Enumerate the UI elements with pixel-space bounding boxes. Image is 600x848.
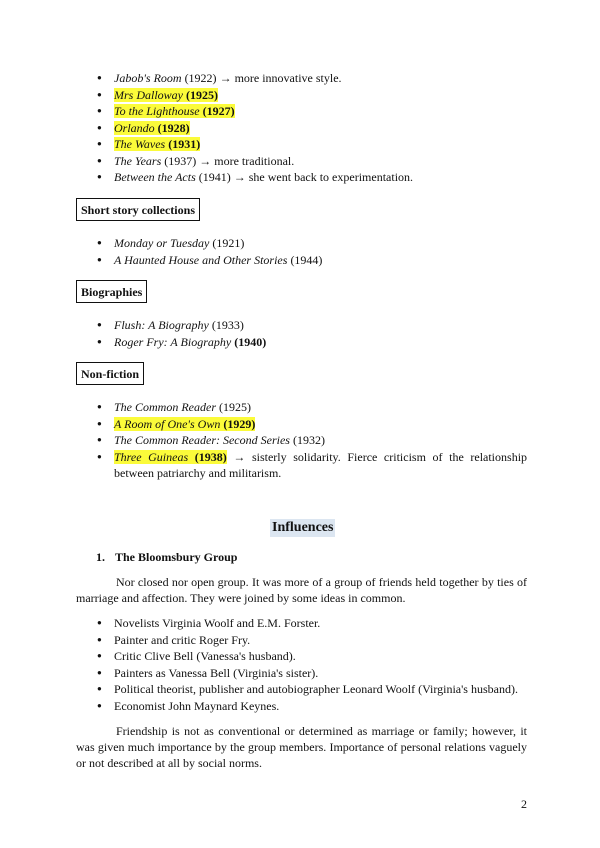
page-number: 2 [521, 797, 527, 811]
subheading-text: The Bloomsbury Group [115, 550, 238, 564]
list-item: ● Painters as Vanessa Bell (Virginia's sister). [97, 665, 527, 682]
list-item: ● Between the Acts (1941) → she went back to experimentation. [97, 169, 527, 186]
list-item: ● Roger Fry: A Biography (1940) [97, 334, 527, 351]
list-item: ● The Common Reader (1925) [97, 399, 527, 416]
short-stories-heading: Short story collections [76, 198, 200, 221]
intro-paragraph: Nor closed nor open group. It was more of a group of friends held together by ties of marriage and affection. They were joined by some ideas in common. [76, 575, 527, 605]
list-item: ● A Haunted House and Other Stories (1944) [97, 252, 527, 269]
list-item: ● The Waves (1931) [97, 136, 527, 153]
list-item: ● Political theorist, publisher and autobiographer Leonard Woolf (Virginia's husband). [97, 681, 527, 698]
list-item: ● Jabob's Room (1922) → more innovative style. [97, 70, 527, 87]
list-item: ● Flush: A Biography (1933) [97, 317, 527, 334]
bloomsbury-members-list [97, 615, 527, 714]
nonfiction-list [97, 399, 527, 482]
short-stories-list [97, 235, 527, 268]
list-item: ● Three Guineas (1938) → sisterly solidarity. Fierce criticism of the relationship between patriarchy and militarism. [97, 449, 527, 482]
list-item: ● Economist John Maynard Keynes. [97, 698, 527, 715]
list-item: ● A Room of One's Own (1929) [97, 416, 527, 433]
list-item: ● Painter and critic Roger Fry. [97, 632, 527, 649]
list-item: ● Critic Clive Bell (Vanessa's husband). [97, 648, 527, 665]
closing-paragraph: Friendship is not as conventional or determined as marriage or family; however, it was given much importance by the group members. Importance of personal relations vaguely or not described at all by social norms. [76, 724, 527, 770]
nonfiction-heading: Non-fiction [76, 362, 144, 385]
list-item: ● Monday or Tuesday (1921) [97, 235, 527, 252]
list-item: ● The Common Reader: Second Series (1932) [97, 432, 527, 449]
influences-heading: Influences [272, 520, 334, 535]
biographies-heading: Biographies [76, 280, 147, 303]
subheading-number: 1. [96, 550, 105, 564]
list-item: ● To the Lighthouse (1927) [97, 103, 527, 120]
list-item: ● Novelists Virginia Woolf and E.M. Forster. [97, 615, 527, 632]
list-item: ● Orlando (1928) [97, 120, 527, 137]
list-item: ● Mrs Dalloway (1925) [97, 87, 527, 104]
novels-list [97, 70, 527, 186]
list-item: ● The Years (1937) → more traditional. [97, 153, 527, 170]
bloomsbury-subheading [96, 550, 237, 565]
biographies-list [97, 317, 527, 350]
